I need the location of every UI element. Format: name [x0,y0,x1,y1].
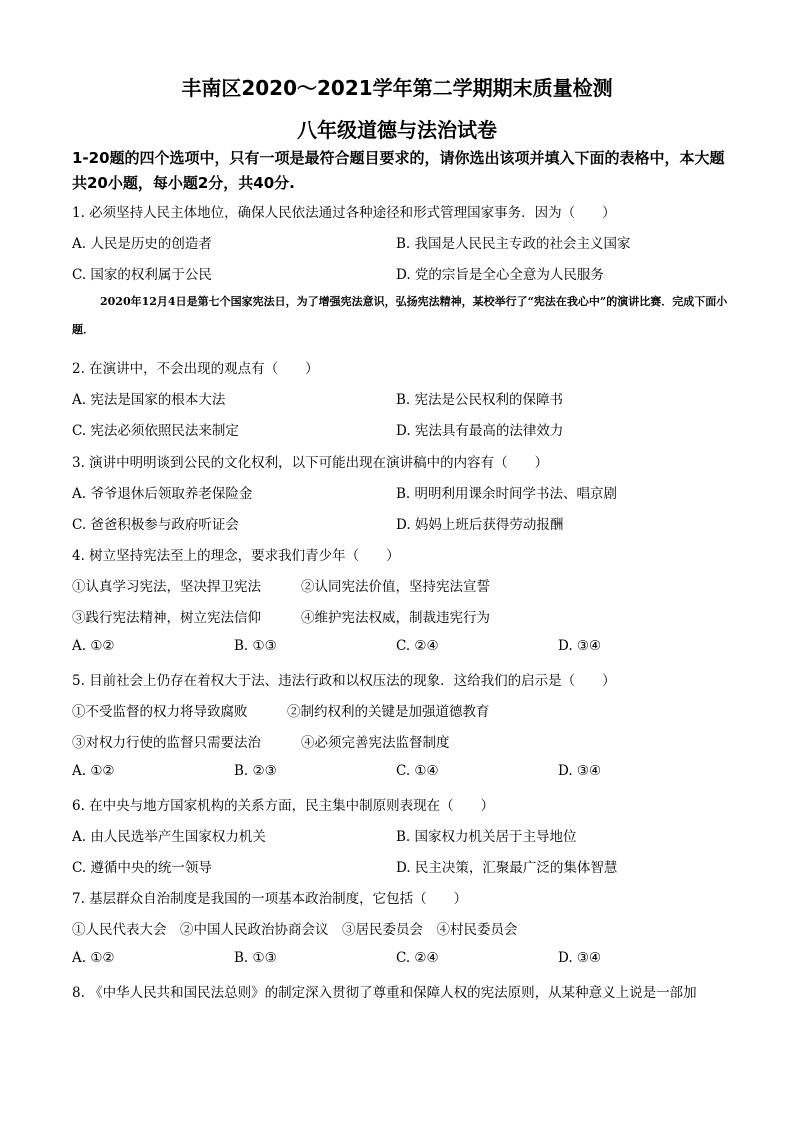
question-7-option-c: C. ②④ [396,950,439,966]
question-4-option-a: A. ①② [72,638,115,654]
question-4-option-c: C. ②④ [396,638,439,654]
question-4-statement-3: ③践行宪法精神，树立宪法信仰 [72,610,261,626]
question-2-stem: 2. 在演讲中，不会出现的观点有（ ） [72,361,319,377]
question-3-option-a: A. 爷爷退休后领取养老保险金 [72,486,253,502]
question-4-statement-2: ②认同宪法价值，坚持宪法宣誓 [301,579,490,595]
question-1-option-b: B. 我国是人民民主专政的社会主义国家 [396,236,631,252]
question-4-option-d: D. ③④ [558,638,602,654]
question-6-option-b: B. 国家权力机关居于主导地位 [396,829,577,845]
question-5-option-c: C. ①④ [396,763,439,779]
question-6-option-c: C. 遵循中央的统一领导 [72,860,212,876]
question-2-option-b: B. 宪法是公民权利的保障书 [396,392,564,408]
question-4-statement-1: ①认真学习宪法，坚决捍卫宪法 [72,579,261,595]
question-5-stem: 5. 目前社会上仍存在着权大于法、违法行政和以权压法的现象．这给我们的启示是（ ） [72,673,616,689]
question-7-option-a: A. ①② [72,950,115,966]
section-instructions: 1-20题的四个选项中，只有一项是最符合题目要求的，请你选出该项并填入下面的表格中，本大题共20小题，每小题2分，共40分. [72,149,725,192]
question-5-statement-4: ④必须完善宪法监督制度 [301,735,450,751]
question-8-stem: 8. 《中华人民共和国民法总则》的制定深入贯彻了尊重和保障人权的宪法原则，从某种意义上说是一部加 [72,985,697,1001]
exam-title: 丰南区2020～2021学年第二学期期末质量检测 [181,76,613,100]
question-5-statement-3: ③对权力行使的监督只需要法治 [72,735,261,751]
question-1-option-c: C. 国家的权利属于公民 [72,267,212,283]
question-4-option-b: B. ①③ [234,638,277,654]
question-3-option-b: B. 明明利用课余时间学书法、唱京剧 [396,486,618,502]
question-7-stem: 7. 基层群众自治制度是我国的一项基本政治制度，它包括（ ） [72,891,468,907]
question-7-statements: ①人民代表大会 ②中国人民政治协商会议 ③居民委员会 ④村民委员会 [72,922,518,938]
question-6-option-a: A. 由人民选举产生国家权力机关 [72,829,266,845]
question-3-stem: 3. 演讲中明明谈到公民的文化权利，以下可能出现在演讲稿中的内容有（ ） [72,455,549,471]
question-6-option-d: D. 民主决策，汇聚最广泛的集体智慧 [396,860,618,876]
question-4-stem: 4. 树立坚持宪法至上的理念，要求我们青少年（ ） [72,548,400,564]
question-1-option-d: D. 党的宗旨是全心全意为人民服务 [396,267,604,283]
question-6-stem: 6. 在中央与地方国家机构的关系方面，民主集中制原则表现在（ ） [72,798,495,814]
question-5-statement-2: ②制约权利的关键是加强道德教育 [287,704,490,720]
question-4-statement-4: ④维护宪法权威，制裁违宪行为 [301,610,490,626]
question-1-option-a: A. 人民是历史的创造者 [72,236,212,252]
question-2-option-c: C. 宪法必须依照民法来制定 [72,423,239,439]
question-7-option-b: B. ①③ [234,950,277,966]
question-2-option-d: D. 宪法具有最高的法律效力 [396,423,564,439]
question-2-option-a: A. 宪法是国家的根本大法 [72,392,226,408]
question-3-option-d: D. 妈妈上班后获得劳动报酬 [396,517,564,533]
question-3-option-c: C. 爸爸积极参与政府听证会 [72,517,239,533]
question-1-stem: 1. 必须坚持人民主体地位，确保人民依法通过各种途径和形式管理国家事务．因为（ ） [72,205,616,221]
question-5-option-b: B. ②③ [234,763,277,779]
question-7-option-d: D. ③④ [558,950,602,966]
question-5-option-a: A. ①② [72,763,115,779]
exam-subtitle: 八年级道德与法治试卷 [297,118,497,142]
question-5-statement-1: ①不受监督的权力将导致腐败 [72,704,248,720]
question-5-option-d: D. ③④ [558,763,602,779]
reading-material: 2020年12月4日是第七个国家宪法日，为了增强宪法意识，弘扬宪法精神，某校举行了“宪法在我心中”的演讲比赛．完成下面小题． [72,295,728,336]
